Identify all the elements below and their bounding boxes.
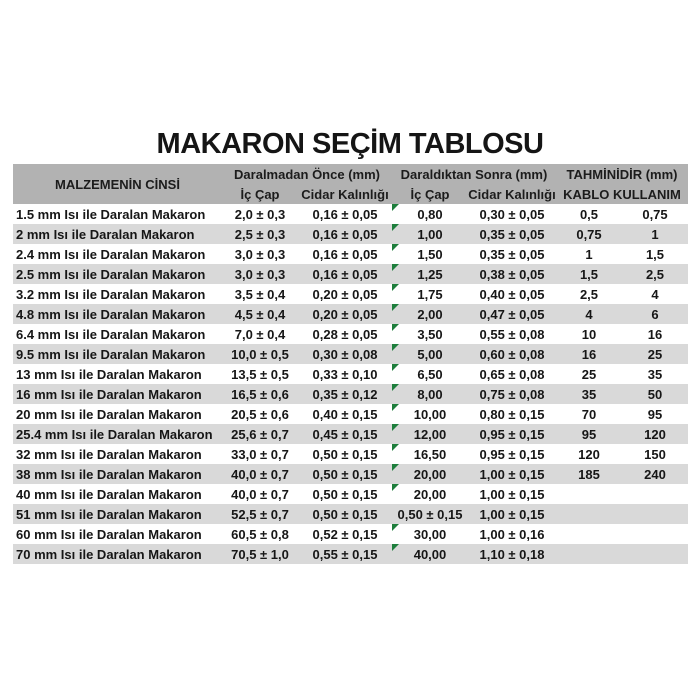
cell-value — [298, 384, 392, 404]
cell-text: 16,50 — [413, 446, 447, 462]
comment-flag-icon — [392, 384, 399, 391]
comment-flag-icon — [392, 344, 399, 351]
cell-value — [222, 224, 298, 244]
cell-value — [298, 324, 392, 344]
cell-value — [392, 444, 468, 464]
cell-text: 0,60 ± 0,08 — [479, 346, 545, 362]
comment-flag-icon — [392, 484, 399, 491]
cell-value — [392, 284, 468, 304]
cell-value — [468, 464, 556, 484]
comment-flag-icon — [392, 544, 399, 551]
cell-text: 0,80 — [417, 206, 443, 222]
cell-text: 0,20 ± 0,05 — [312, 306, 378, 322]
cell-value — [222, 444, 298, 464]
cell-text: 40,0 ± 0,7 — [231, 486, 289, 502]
cell-text: 5,00 — [417, 346, 443, 362]
cell-material-name: 2 mm Isı ile Daralan Makaron — [16, 226, 195, 242]
cell-value — [392, 524, 468, 544]
cell-value — [556, 464, 622, 484]
cell-text: 0,55 ± 0,15 — [312, 546, 378, 562]
cell-text: 1,75 — [417, 286, 443, 302]
comment-flag-icon — [392, 364, 399, 371]
table-row — [13, 504, 688, 524]
cell-text: 1 — [651, 226, 659, 242]
cell-text: 12,00 — [413, 426, 447, 442]
cell-text: 0,28 ± 0,05 — [312, 326, 378, 342]
cell-text: 10,00 — [413, 406, 447, 422]
cell-value — [556, 264, 622, 284]
cell-value — [556, 224, 622, 244]
table-row — [13, 324, 688, 344]
cell-text: 0,50 ± 0,15 — [312, 446, 378, 462]
cell-value — [298, 524, 392, 544]
cell-text: 0,75 ± 0,08 — [479, 386, 545, 402]
cell-text: 0,30 ± 0,08 — [312, 346, 378, 362]
cell-value — [622, 244, 688, 264]
page-title: MAKARON SEÇİM TABLOSU — [156, 128, 544, 160]
cell-text: 0,55 ± 0,08 — [479, 326, 545, 342]
cell-value — [298, 424, 392, 444]
cell-text: 0,38 ± 0,05 — [479, 266, 545, 282]
cell-text: 2,5 ± 0,3 — [234, 226, 286, 242]
cell-text: 70,5 ± 1,0 — [231, 546, 289, 562]
cell-value — [556, 404, 622, 424]
table-row — [13, 264, 688, 284]
cell-text: 0,50 ± 0,15 — [397, 506, 463, 522]
table-row — [13, 364, 688, 384]
table-row — [13, 204, 688, 224]
cell-text: 1,25 — [417, 266, 443, 282]
cell-value — [468, 344, 556, 364]
cell-text: 150 — [644, 446, 666, 462]
cell-value — [222, 464, 298, 484]
cell-value — [622, 344, 688, 364]
cell-value — [298, 244, 392, 264]
cell-value — [468, 524, 556, 544]
cell-text: 0,65 ± 0,08 — [479, 366, 545, 382]
cell-value — [468, 244, 556, 264]
comment-flag-icon — [392, 264, 399, 271]
cell-text: 95 — [647, 406, 663, 422]
cell-text: 6,50 — [417, 366, 443, 382]
cell-value — [556, 204, 622, 224]
table-row — [13, 224, 688, 244]
cell-value — [622, 404, 688, 424]
cell-text: 13,5 ± 0,5 — [231, 366, 289, 382]
cell-text: 1,00 ± 0,16 — [479, 526, 545, 542]
cell-value — [556, 244, 622, 264]
cell-material-name: 13 mm Isı ile Daralan Makaron — [16, 366, 202, 382]
cell-value — [222, 404, 298, 424]
cell-text: 0,5 — [579, 206, 599, 222]
cell-value — [622, 444, 688, 464]
cell-text: 4 — [651, 286, 659, 302]
cell-text: 20,5 ± 0,6 — [231, 406, 289, 422]
header-inner-diameter-before: İç Çap — [240, 186, 280, 202]
cell-value — [222, 204, 298, 224]
cell-value — [622, 304, 688, 324]
cell-value — [392, 424, 468, 444]
cell-value — [468, 544, 556, 564]
cell-material-name: 2.5 mm Isı ile Daralan Makaron — [16, 266, 206, 282]
cell-value — [556, 424, 622, 444]
cell-value — [468, 404, 556, 424]
comment-flag-icon — [392, 444, 399, 451]
cell-value — [392, 204, 468, 224]
cell-value — [298, 364, 392, 384]
comment-flag-icon — [392, 404, 399, 411]
cell-value — [622, 384, 688, 404]
header-inner-diameter-after: İç Çap — [410, 186, 450, 202]
cell-text: 1,50 — [417, 246, 443, 262]
cell-value — [556, 344, 622, 364]
cell-value — [622, 424, 688, 444]
cell-value — [222, 344, 298, 364]
cell-value — [392, 364, 468, 384]
cell-text: 0,75 — [576, 226, 602, 242]
cell-value — [222, 424, 298, 444]
cell-value — [556, 444, 622, 464]
header-group-after-shrink: Daraldıktan Sonra (mm) — [400, 166, 548, 182]
table-header — [13, 164, 688, 204]
cell-value — [622, 204, 688, 224]
table-row — [13, 244, 688, 264]
cell-value — [468, 264, 556, 284]
cell-value — [222, 244, 298, 264]
header-wall-thickness-after: Cidar Kalınlığı — [468, 186, 556, 202]
cell-value — [392, 264, 468, 284]
cell-text: 0,16 ± 0,05 — [312, 246, 378, 262]
cell-material-name: 20 mm Isı ile Daralan Makaron — [16, 406, 202, 422]
cell-value — [392, 224, 468, 244]
cell-value — [298, 464, 392, 484]
cell-text: 2,00 — [417, 306, 443, 322]
cell-value — [556, 544, 622, 564]
cell-value — [556, 324, 622, 344]
cell-value — [556, 284, 622, 304]
cell-text: 10 — [581, 326, 597, 342]
cell-text: 20,00 — [413, 486, 447, 502]
cell-text: 0,30 ± 0,05 — [479, 206, 545, 222]
cell-text: 7,0 ± 0,4 — [234, 326, 286, 342]
cell-value — [556, 364, 622, 384]
cell-value — [222, 304, 298, 324]
cell-text: 0,16 ± 0,05 — [312, 206, 378, 222]
cell-text: 25,6 ± 0,7 — [231, 426, 289, 442]
cell-value — [468, 444, 556, 464]
cell-text: 4 — [585, 306, 593, 322]
cell-text: 120 — [644, 426, 666, 442]
cell-value — [392, 324, 468, 344]
cell-value — [622, 464, 688, 484]
cell-text: 30,00 — [413, 526, 447, 542]
cell-material-name: 51 mm Isı ile Daralan Makaron — [16, 506, 202, 522]
cell-value — [392, 344, 468, 364]
cell-value — [556, 524, 622, 544]
cell-text: 52,5 ± 0,7 — [231, 506, 289, 522]
cell-material-name: 16 mm Isı ile Daralan Makaron — [16, 386, 202, 402]
cell-value — [222, 524, 298, 544]
cell-value — [392, 304, 468, 324]
cell-value — [298, 344, 392, 364]
table-body — [13, 204, 688, 564]
cell-material-name: 70 mm Isı ile Daralan Makaron — [16, 546, 202, 562]
cell-text: 2,5 — [579, 286, 599, 302]
cell-text: 0,16 ± 0,05 — [312, 226, 378, 242]
cell-value — [222, 364, 298, 384]
cell-text: 25 — [647, 346, 663, 362]
cell-text: 10,0 ± 0,5 — [231, 346, 289, 362]
comment-flag-icon — [392, 284, 399, 291]
cell-value — [622, 544, 688, 564]
cell-value — [298, 264, 392, 284]
cell-value — [222, 384, 298, 404]
cell-value — [622, 484, 688, 504]
comment-flag-icon — [392, 244, 399, 251]
cell-text: 1,00 ± 0,15 — [479, 506, 545, 522]
cell-value — [298, 224, 392, 244]
cell-value — [468, 384, 556, 404]
cell-value — [556, 504, 622, 524]
makaron-table — [13, 164, 688, 564]
table-row — [13, 484, 688, 504]
cell-text: 1,00 ± 0,15 — [479, 486, 545, 502]
cell-text: 0,16 ± 0,05 — [312, 266, 378, 282]
cell-text: 0,35 ± 0,12 — [312, 386, 378, 402]
cell-value — [298, 484, 392, 504]
cell-text: 3,5 ± 0,4 — [234, 286, 286, 302]
comment-flag-icon — [392, 304, 399, 311]
cell-text: 1,5 — [579, 266, 599, 282]
cell-text: 0,52 ± 0,15 — [312, 526, 378, 542]
cell-text: 0,20 ± 0,05 — [312, 286, 378, 302]
cell-value — [222, 324, 298, 344]
cell-material-name: 25.4 mm Isı ile Daralan Makaron — [16, 426, 213, 442]
cell-value — [468, 324, 556, 344]
cell-value — [556, 384, 622, 404]
cell-material-name: 3.2 mm Isı ile Daralan Makaron — [16, 286, 206, 302]
cell-value — [222, 264, 298, 284]
cell-value — [468, 364, 556, 384]
cell-text: 0,80 ± 0,15 — [479, 406, 545, 422]
cell-text: 16 — [581, 346, 597, 362]
cell-value — [468, 204, 556, 224]
cell-text: 0,45 ± 0,15 — [312, 426, 378, 442]
cell-value — [622, 524, 688, 544]
cell-material-name: 6.4 mm Isı ile Daralan Makaron — [16, 326, 206, 342]
cell-value — [622, 504, 688, 524]
cell-text: 1,10 ± 0,18 — [479, 546, 545, 562]
cell-material-name: 2.4 mm Isı ile Daralan Makaron — [16, 246, 206, 262]
cell-text: 0,75 — [642, 206, 668, 222]
cell-value — [468, 304, 556, 324]
cell-value — [468, 504, 556, 524]
header-material-type: MALZEMENİN CİNSİ — [55, 176, 180, 192]
cell-text: 20,00 — [413, 466, 447, 482]
cell-text: 35 — [581, 386, 597, 402]
cell-text: 120 — [578, 446, 600, 462]
cell-text: 50 — [647, 386, 663, 402]
cell-text: 2,0 ± 0,3 — [234, 206, 286, 222]
cell-value — [622, 224, 688, 244]
cell-text: 3,50 — [417, 326, 443, 342]
cell-text: 1,00 — [417, 226, 443, 242]
cell-value — [622, 324, 688, 344]
cell-value — [468, 224, 556, 244]
cell-value — [298, 304, 392, 324]
cell-value — [468, 484, 556, 504]
cell-value — [392, 464, 468, 484]
table-row — [13, 424, 688, 444]
comment-flag-icon — [392, 424, 399, 431]
cell-text: 0,95 ± 0,15 — [479, 426, 545, 442]
header-cable-usage: KABLO KULLANIM — [563, 186, 681, 202]
cell-text: 240 — [644, 466, 666, 482]
cell-value — [222, 484, 298, 504]
cell-value — [392, 384, 468, 404]
cell-text: 16,5 ± 0,6 — [231, 386, 289, 402]
cell-text: 0,50 ± 0,15 — [312, 486, 378, 502]
cell-text: 60,5 ± 0,8 — [231, 526, 289, 542]
cell-text: 0,95 ± 0,15 — [479, 446, 545, 462]
cell-material-name: 1.5 mm Isı ile Daralan Makaron — [16, 206, 206, 222]
cell-value — [468, 424, 556, 444]
cell-material-name: 4.8 mm Isı ile Daralan Makaron — [16, 306, 206, 322]
cell-value — [222, 284, 298, 304]
cell-text: 0,40 ± 0,05 — [479, 286, 545, 302]
cell-text: 6 — [651, 306, 659, 322]
cell-value — [392, 504, 468, 524]
comment-flag-icon — [392, 524, 399, 531]
cell-text: 0,35 ± 0,05 — [479, 246, 545, 262]
cell-text: 0,50 ± 0,15 — [312, 466, 378, 482]
cell-value — [556, 484, 622, 504]
cell-value — [622, 364, 688, 384]
cell-text: 25 — [581, 366, 597, 382]
cell-text: 8,00 — [417, 386, 443, 402]
cell-value — [298, 204, 392, 224]
table-row — [13, 544, 688, 564]
cell-value — [556, 304, 622, 324]
table-row — [13, 524, 688, 544]
cell-material-name: 40 mm Isı ile Daralan Makaron — [16, 486, 202, 502]
cell-text: 40,00 — [413, 546, 447, 562]
cell-value — [298, 404, 392, 424]
cell-value — [392, 244, 468, 264]
cell-material-name: 9.5 mm Isı ile Daralan Makaron — [16, 346, 206, 362]
cell-value — [222, 544, 298, 564]
cell-value — [298, 504, 392, 524]
cell-text: 16 — [647, 326, 663, 342]
header-group-before-shrink: Daralmadan Önce (mm) — [234, 166, 380, 182]
cell-text: 3,0 ± 0,3 — [234, 246, 286, 262]
cell-text: 1 — [585, 246, 593, 262]
cell-text: 185 — [578, 466, 600, 482]
cell-value — [392, 544, 468, 564]
cell-text: 4,5 ± 0,4 — [234, 306, 286, 322]
header-group-estimate: TAHMİNİDİR (mm) — [566, 166, 678, 182]
cell-text: 40,0 ± 0,7 — [231, 466, 289, 482]
cell-text: 95 — [581, 426, 597, 442]
table-row — [13, 404, 688, 424]
table-row — [13, 284, 688, 304]
cell-text: 2,5 — [645, 266, 665, 282]
cell-value — [222, 504, 298, 524]
cell-text: 0,33 ± 0,10 — [312, 366, 378, 382]
cell-value — [298, 284, 392, 304]
cell-value — [622, 284, 688, 304]
cell-text: 1,5 — [645, 246, 665, 262]
cell-value — [298, 544, 392, 564]
cell-value — [622, 264, 688, 284]
cell-text: 70 — [581, 406, 597, 422]
cell-material-name: 32 mm Isı ile Daralan Makaron — [16, 446, 202, 462]
table-row — [13, 344, 688, 364]
cell-text: 33,0 ± 0,7 — [231, 446, 289, 462]
cell-text: 0,47 ± 0,05 — [479, 306, 545, 322]
cell-text: 35 — [647, 366, 663, 382]
table-row — [13, 304, 688, 324]
table-row — [13, 464, 688, 484]
comment-flag-icon — [392, 324, 399, 331]
table-row — [13, 444, 688, 464]
cell-material-name: 38 mm Isı ile Daralan Makaron — [16, 466, 202, 482]
cell-value — [392, 404, 468, 424]
cell-value — [392, 484, 468, 504]
comment-flag-icon — [392, 464, 399, 471]
cell-material-name: 60 mm Isı ile Daralan Makaron — [16, 526, 202, 542]
cell-text: 1,00 ± 0,15 — [479, 466, 545, 482]
comment-flag-icon — [392, 204, 399, 211]
cell-value — [298, 444, 392, 464]
cell-value — [468, 284, 556, 304]
header-wall-thickness-before: Cidar Kalınlığı — [301, 186, 389, 202]
cell-text: 0,40 ± 0,15 — [312, 406, 378, 422]
cell-text: 0,50 ± 0,15 — [312, 506, 378, 522]
cell-text: 0,35 ± 0,05 — [479, 226, 545, 242]
table-row — [13, 384, 688, 404]
cell-text: 3,0 ± 0,3 — [234, 266, 286, 282]
comment-flag-icon — [392, 224, 399, 231]
